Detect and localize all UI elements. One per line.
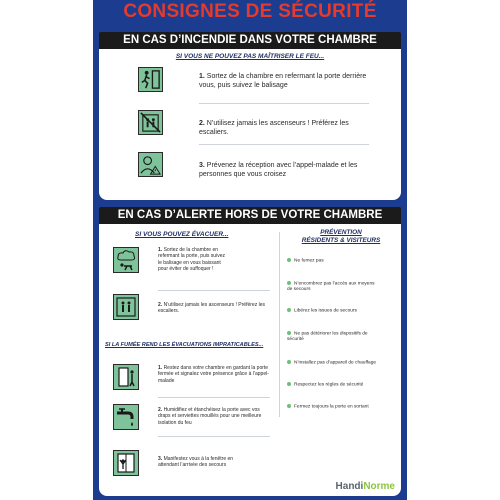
bullet-icon bbox=[287, 281, 291, 285]
fire-divider-2 bbox=[199, 144, 369, 145]
smoke-crawl-icon bbox=[113, 247, 139, 273]
water-tap-icon bbox=[113, 404, 139, 430]
bullet-icon bbox=[287, 404, 291, 408]
evacuate-step-1: 1. Sortez de la chambre en refermant la porte, puis suivez le balisage en vous baissant pour éviter de suffoquer ! bbox=[158, 247, 225, 272]
fire-step-3: 3. Prévenez la réception avec l’appel-malade et les personnes que vous croisez bbox=[199, 162, 358, 178]
fire-divider-1 bbox=[199, 103, 369, 104]
fire-step-1: 1. Sortez de la chambre en refermant la porte derrière vous, puis suivez le balisage bbox=[199, 73, 367, 89]
fire-subheader: SI VOUS NE POUVEZ PAS MAÎTRISER LE FEU... bbox=[175, 53, 325, 60]
bullet-icon bbox=[287, 360, 291, 364]
safety-poster bbox=[93, 0, 407, 500]
bullet-icon bbox=[287, 308, 291, 312]
smoke-subheader: SI LA FUMÉE REND LES ÉVACUATIONS IMPRATICABLES... bbox=[105, 342, 264, 348]
evacuate-step-2: 2. N’utilisez jamais les ascenseurs ! Préférez les escaliers. bbox=[158, 302, 265, 315]
evacuate-subheader: SI VOUS POUVEZ ÉVACUER... bbox=[135, 231, 229, 238]
smoke-divider-2 bbox=[158, 436, 270, 437]
handinorme-logo: HandiNorme bbox=[335, 481, 395, 492]
fire-section-header: EN CAS D’INCENDIE DANS VOTRE CHAMBRE bbox=[99, 32, 401, 49]
poster-title: CONSIGNES DE SÉCURITÉ bbox=[123, 1, 377, 22]
prevention-item: Ne fumez pas bbox=[287, 258, 395, 264]
fire-step-2: 2. N’utilisez jamais les ascenseurs ! Préférez les escaliers. bbox=[199, 120, 349, 136]
prevention-item: Fermez toujours la porte en sortant bbox=[287, 404, 395, 410]
prevention-item: N’encombrez pas l’accès aux moyens de secours bbox=[287, 281, 375, 293]
exit-running-person-icon bbox=[138, 67, 163, 92]
prevention-item: N’installez pas d’appareil de chauffage bbox=[287, 360, 395, 366]
alert-section-card bbox=[99, 224, 401, 496]
fire-section-card bbox=[99, 49, 401, 200]
prevention-title: PRÉVENTION bbox=[320, 229, 362, 236]
prevention-item: Ne pas détériorer les dispositifs de sécurité bbox=[287, 331, 368, 343]
smoke-divider-1 bbox=[158, 397, 270, 398]
prevention-item: Respectez les règles de sécurité bbox=[287, 382, 395, 388]
prevention-item: Libérez les issues de secours bbox=[287, 308, 395, 314]
smoke-step-3: 3. Manifestez vous à la fenêtre en attendant l’arrivée des secours bbox=[158, 456, 234, 469]
bullet-icon bbox=[287, 258, 291, 262]
bullet-icon bbox=[287, 331, 291, 335]
no-elevator-icon bbox=[138, 110, 163, 135]
person-alert-icon bbox=[138, 152, 163, 177]
column-divider bbox=[279, 232, 280, 417]
smoke-step-1: 1. Restez dans votre chambre en gardant la porte fermée et signalez votre présence grâce à l’appel-malade bbox=[158, 365, 269, 384]
alert-section-header: EN CAS D’ALERTE HORS DE VOTRE CHAMBRE bbox=[99, 207, 401, 224]
prevention-list bbox=[287, 224, 395, 424]
door-person-icon bbox=[113, 364, 139, 390]
bullet-icon bbox=[287, 382, 291, 386]
window-person-icon bbox=[113, 450, 139, 476]
evacuate-divider bbox=[158, 290, 270, 291]
elevator-icon bbox=[113, 294, 139, 320]
prevention-subtitle: RÉSIDENTS & VISITEURS bbox=[301, 237, 381, 244]
smoke-step-2: 2. Humidifiez et étanchéisez la porte avec vos draps et serviettes mouillés pour une meilleure isolation du feu bbox=[158, 407, 262, 426]
